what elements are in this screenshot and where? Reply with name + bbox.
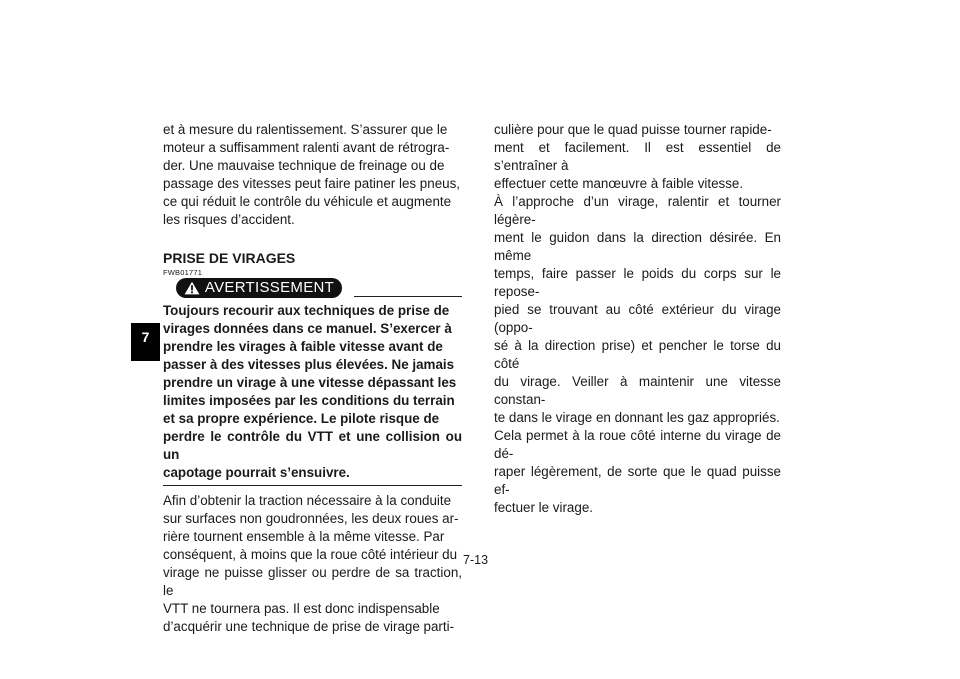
text-line: fectuer le virage. [494, 500, 593, 515]
warning-code: FWB01771 [163, 268, 203, 277]
text-line: rière tournent ensemble à la même vitesse. Par [163, 529, 445, 545]
body-paragraph [163, 492, 462, 636]
text-line: du virage. Veiller à maintenir une vitesse constan- [494, 374, 781, 407]
text-line: ment et facilement. Il est essentiel de s’entraîner à [494, 140, 781, 173]
section-heading: PRISE DE VIRAGES [163, 250, 296, 266]
text-line: der. Une mauvaise technique de freinage ou de [163, 158, 445, 173]
warning-rule [354, 296, 462, 297]
text-line: temps, faire passer le poids du corps sur le repose- [494, 266, 781, 299]
text-line: prendre un virage à une vitesse dépassant les [163, 375, 457, 390]
text-line: culière pour que le quad puisse tourner rapide- [494, 122, 772, 137]
text-line: Afin d’obtenir la traction nécessaire à la conduite [163, 493, 452, 509]
text-line: et sa propre expérience. Le pilote risque de [163, 411, 440, 426]
text-line: sé à la direction prise) et pencher le torse du côté [494, 338, 781, 371]
warning-text [163, 302, 462, 482]
right-column [494, 121, 781, 517]
text-line: sur surfaces non goudronnées, les deux roues ar- [163, 511, 459, 527]
text-line: ment le guidon dans la direction désirée. En même [494, 230, 781, 263]
text-line: pied se trouvant au côté extérieur du virage (oppo- [494, 302, 781, 335]
chapter-tab [131, 323, 160, 361]
warning-triangle-icon [184, 281, 200, 295]
text-line: VTT ne tournera pas. Il est donc indispensable [163, 601, 440, 617]
warning-header [163, 278, 462, 300]
text-line: À l’approche d’un virage, ralentir et tourner légère- [494, 194, 781, 227]
text-line: raper légèrement, de sorte que le quad puisse ef- [494, 464, 781, 497]
warning-bottom-rule [163, 485, 462, 486]
text-line: passer à des vitesses plus élevées. Ne jamais [163, 357, 455, 372]
cornering-paragraph [494, 193, 781, 517]
text-line: perdre le contrôle du VTT et une collision ou un [163, 429, 462, 462]
text-line: effectuer cette manœuvre à faible vitesse. [494, 176, 744, 191]
text-line: ce qui réduit le contrôle du véhicule et augmente [163, 194, 452, 209]
chapter-number: 7 [141, 329, 150, 345]
text-line: Cela permet à la roue côté interne du virage de dé- [494, 428, 781, 461]
text-line: conséquent, à moins que la roue côté intérieur du [163, 547, 458, 563]
warning-label: AVERTISSEMENT [204, 279, 335, 296]
text-line: Toujours recourir aux techniques de prise de [163, 303, 450, 318]
page-number: 7-13 [463, 553, 489, 567]
intro-paragraph [163, 121, 462, 229]
text-line: passage des vitesses peut faire patiner les pneus, [163, 176, 461, 191]
text-line: prendre les virages à faible vitesse avant de [163, 339, 443, 354]
text-line: capotage pourrait s’ensuivre. [163, 465, 350, 480]
continuation-paragraph [494, 121, 781, 193]
text-line: et à mesure du ralentissement. S’assurer que le [163, 122, 448, 137]
warning-badge [176, 278, 342, 298]
text-line: moteur a suffisamment ralenti avant de rétrogra- [163, 140, 450, 155]
text-line: virage ne puisse glisser ou perdre de sa traction, le [163, 565, 462, 599]
text-line: te dans le virage en donnant les gaz appropriés. [494, 410, 780, 425]
text-line: limites imposées par les conditions du terrain [163, 393, 455, 408]
left-column [163, 121, 462, 636]
text-line: virages données dans ce manuel. S’exercer à [163, 321, 452, 336]
text-line: les risques d’accident. [163, 212, 295, 227]
text-line: d’acquérir une technique de prise de virage parti- [163, 619, 455, 635]
